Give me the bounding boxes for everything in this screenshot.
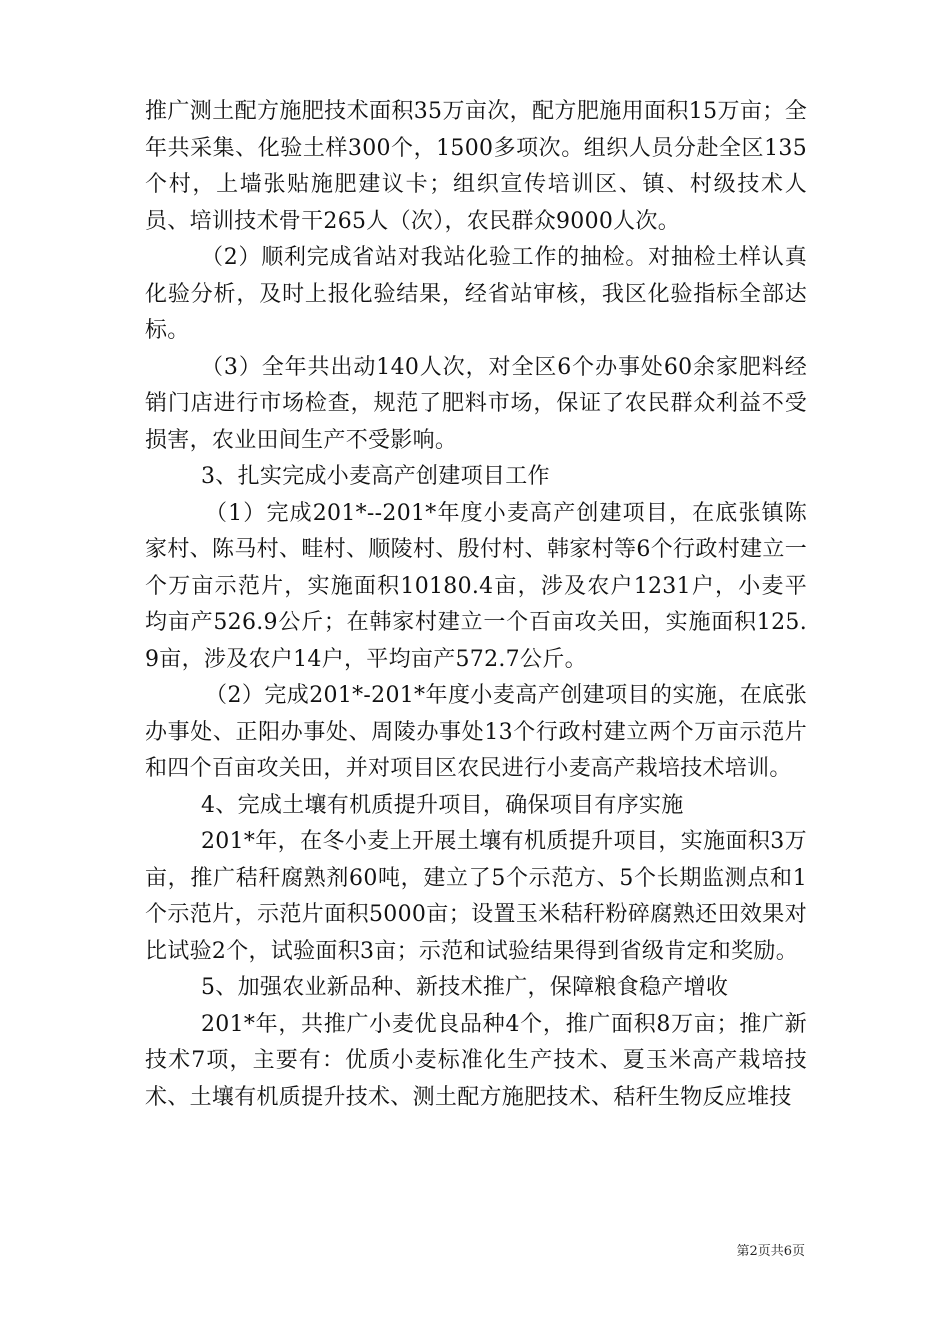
paragraph-organic-matter: 201*年，在冬小麦上开展土壤有机质提升项目，实施面积3万亩，推广秸秆腐熟剂60吨，建立了5个示范方、5个长期监测点和1个示范片，示范片面积5000亩；设置玉米秸秆粉碎腐熟还田效果对比试验2个，试验面积3亩；示范和试验结果得到省级肯定和奖励。 bbox=[145, 829, 807, 964]
paragraph-wheat-project-1: （1）完成201*--201*年度小麦高产创建项目，在底张镇陈家村、陈马村、畦村、顺陵村、殷付村、韩家村等6个行政村建立一个万亩示范片，实施面积10180.4亩，涉及农户1231户，小麦平均亩产526.9公斤；在韩家村建立一个百亩攻关田，实施面积125.9亩，涉及农户14户，平均亩产572.7公斤。 bbox=[145, 500, 807, 672]
paragraph-soil-testing-summary: 推广测土配方施肥技术面积35万亩次，配方肥施用面积15万亩；全年共采集、化验土样300个，1500多项次。组织人员分赴全区135个村，上墙张贴施肥建议卡；组织宣传培训区、镇、村级技术人员、培训技术骨干265人（次），农民群众9000人次。 bbox=[145, 99, 807, 234]
heading-wheat-project: 3、扎实完成小麦高产创建项目工作 bbox=[201, 464, 550, 489]
paragraph-inspection: （2）顺利完成省站对我站化验工作的抽检。对抽检土样认真化验分析，及时上报化验结果，经省站审核，我区化验指标全部达标。 bbox=[145, 245, 807, 343]
page-number: 第2页共6页 bbox=[736, 1244, 805, 1259]
paragraph-wheat-project-2: （2）完成201*-201*年度小麦高产创建项目的实施，在底张办事处、正阳办事处、周陵办事处13个行政村建立两个万亩示范片和四个百亩攻关田，并对项目区农民进行小麦高产栽培技术培训。 bbox=[145, 683, 807, 781]
heading-organic-matter: 4、完成土壤有机质提升项目，确保项目有序实施 bbox=[201, 792, 684, 818]
document-body bbox=[145, 94, 807, 1116]
paragraph-new-varieties: 201*年，共推广小麦优良品种4个，推广面积8万亩；推广新技术7项，主要有：优质小麦标准化生产技术、夏玉米高产栽培技术、土壤有机质提升技术、测土配方施肥技术、秸秆生物反应堆技 bbox=[145, 1011, 807, 1110]
heading-new-varieties: 5、加强农业新品种、新技术推广，保障粮食稳产增收 bbox=[201, 975, 729, 1000]
paragraph-market-check: （3）全年共出动140人次，对全区6个办事处60余家肥料经销门店进行市场检查，规范了肥料市场，保证了农民群众利益不受损害，农业田间生产不受影响。 bbox=[145, 354, 807, 453]
